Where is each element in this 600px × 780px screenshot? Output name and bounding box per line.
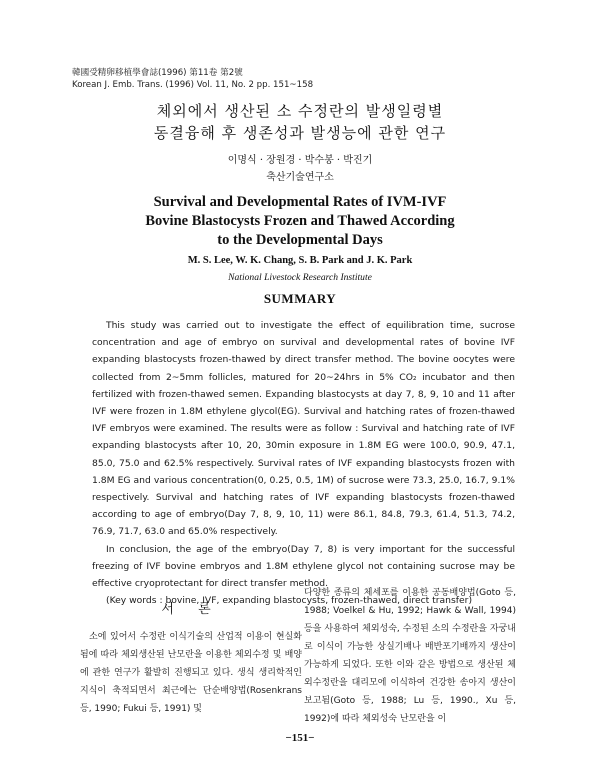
korean-title — [0, 100, 600, 144]
summary-heading: SUMMARY — [263, 291, 337, 306]
korean-title-line-1: 체외에서 생산된 소 수정란의 발생일령별 — [156, 102, 444, 120]
intro-left-column — [80, 628, 302, 718]
english-title-line-2: Bovine Blastocysts Frozen and Thawed According — [145, 213, 455, 229]
page-number: −151− — [285, 732, 315, 744]
korean-institute: 축산기술연구소 — [266, 172, 334, 183]
english-institute: National Livestock Research Institute — [228, 272, 372, 283]
english-title-line-1: Survival and Developmental Rates of IVM-IVF — [153, 194, 447, 210]
english-authors: M. S. Lee, W. K. Chang, S. B. Park and J. K. Park — [187, 255, 413, 266]
journal-citation — [72, 67, 313, 91]
journal-line-english: Korean J. Emb. Trans. (1996) Vol. 11, No. 2 pp. 151~158 — [72, 80, 314, 90]
english-title — [0, 193, 600, 250]
journal-line-korean: 韓國受精卵移植學會誌(1996) 第11卷 第2號 — [72, 68, 243, 78]
korean-authors: 이명식 · 장원경 · 박수봉 · 박진기 — [227, 155, 373, 166]
keywords: (Key words : bovine, IVF, expanding blastocysts, frozen-thawed, direct transfer) — [106, 595, 473, 607]
intro-right-text: 다양한 종류의 체세포를 이용한 공동배양법(Goto 등, 1988; Voelkel & Hu, 1992; Hawk & Wall, 1994) 등을 사용하여 체외성숙, 수정된 소의 수정란을 자궁내로 이식이 가능한 상실기배나 배반포기배까지 생산이 가능하게 되었다. 또한 이와 같은 방법으로 생산된 체외수정란을 대리모에 이식하여 건강한 송아지 생산이 보고됨(Goto 등, 1988; Lu 등, 1990., Xu 등, 1992)에 따라 체외성숙 난모란을 이 — [304, 588, 516, 724]
abstract-paragraph-2: In conclusion, the age of the embryo(Day 7, 8) is very important for the successful freezing of IVF bovine embryos and 1.8M ethylene glycol not containing sucrose may be effective cryoprotectant for direct transfer method. — [92, 543, 515, 590]
intro-right-column — [304, 584, 516, 728]
english-title-line-3: to the Developmental Days — [217, 232, 383, 248]
abstract-paragraph-1: This study was carried out to investigate the effect of equilibration time, sucrose concentration and age of embryo on survival and developmental rates of bovine IVF expanding blastocysts frozen-thawed by direct transfer method. The bovine oocytes were collected from 2~5mm follicles, matured for 20~24hrs in 5% CO₂ incubator and then fertilized with frozen-thawed semen. Expanding blastocysts at day 7, 8, 9, 10 and 11 after IVF were frozen in 1.8M ethylene glycol(EG). Survival and hatching rates of frozen-thawed IVF embryos were examined. The results were as follow : Survival and hatching rate of IVF expanding blastocysts after 10, 20, 30min exposure in 1.8M EG were 100.0, 90.9, 47.1, 85.0, 75.0 and 62.5% respectively. Survival rates of IVF expanding blastocysts frozen with 1.8M EG and various concentration(0, 0.25, 0.5, 1M) of sucrose were 73.3, 25.0, 16.7, 9.1% respectively. Survival and hatching rates of IVF expanding blastocysts frozen-thawed according to age of embryo(Day 7, 8, 9, 10, 11) were 86.1, 84.8, 79.3, 61.4, 51.3, 74.2, 76.9, 71.7, 63.0 and 65.0% respectively. — [92, 320, 515, 538]
intro-left-text: 소에 있어서 수정란 이식기술의 산업적 이용이 현실화됨에 따라 체외생산된 난모란을 이용한 체외수정 및 배양에 관한 연구가 활발히 진행되고 있다. 생식 생리학적인 지식이 축적되면서 최근에는 단순배양법(Rosenkrans 등, 1990; Fukui 등, 1991) 및 — [80, 632, 302, 714]
introduction-heading: 서 론 — [161, 602, 221, 617]
korean-title-line-2: 동결융해 후 생존성과 발생능에 관한 연구 — [153, 124, 447, 142]
abstract — [92, 317, 515, 609]
